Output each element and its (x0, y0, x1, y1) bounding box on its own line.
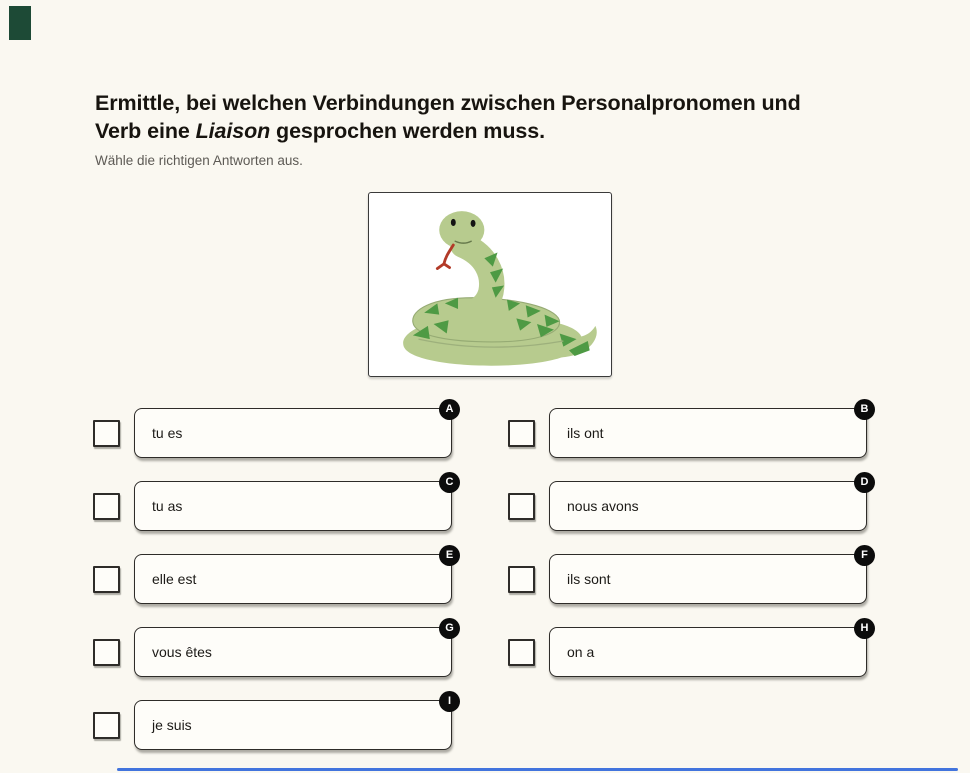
option-row-g (93, 622, 454, 677)
option-h-badge: H (854, 618, 875, 639)
option-c-answer[interactable] (134, 476, 454, 531)
option-f-answer[interactable] (549, 549, 868, 604)
option-i-badge: I (439, 691, 460, 712)
illustration-card (368, 192, 612, 377)
option-d-answer[interactable] (549, 476, 869, 531)
option-row-f (508, 549, 868, 604)
task-instruction: Wähle die richtigen Antworten aus. (95, 153, 303, 168)
option-row-h (508, 622, 869, 677)
option-c-badge: C (439, 472, 460, 493)
task-title-line1: Ermittle, bei welchen Verbindungen zwischen Personalpronomen und (95, 91, 801, 115)
option-g-answer[interactable] (134, 622, 454, 677)
option-e-answer[interactable] (134, 549, 454, 604)
option-d-badge: D (854, 472, 875, 493)
option-row-e (93, 549, 454, 604)
option-e-checkbox[interactable] (93, 566, 120, 593)
option-a-answer[interactable] (134, 403, 454, 458)
option-g-label: vous êtes (152, 644, 212, 660)
player-logo-square (9, 6, 31, 40)
task-title (95, 89, 895, 145)
snake-illustration (374, 198, 606, 372)
option-e-badge: E (439, 545, 460, 566)
option-a-checkbox[interactable] (93, 420, 120, 447)
option-d-checkbox[interactable] (508, 493, 535, 520)
option-h-answer[interactable] (549, 622, 869, 677)
option-i-label: je suis (152, 717, 192, 733)
option-f-badge: F (854, 545, 875, 566)
option-c-checkbox[interactable] (93, 493, 120, 520)
option-a-label: tu es (152, 425, 183, 441)
option-row-c (93, 476, 454, 531)
option-row-b (508, 403, 869, 458)
option-row-d (508, 476, 869, 531)
option-h-checkbox[interactable] (508, 639, 535, 666)
option-a-badge: A (439, 399, 460, 420)
option-e-label: elle est (152, 571, 197, 587)
option-d-label: nous avons (567, 498, 639, 514)
option-g-badge: G (439, 618, 460, 639)
option-b-answer[interactable] (549, 403, 869, 458)
option-c-label: tu as (152, 498, 183, 514)
option-f-label: ils sont (567, 571, 611, 587)
video-progress-bar[interactable] (117, 768, 958, 771)
option-g-checkbox[interactable] (93, 639, 120, 666)
option-h-label: on a (567, 644, 595, 660)
option-i-answer[interactable] (134, 695, 452, 750)
option-i-checkbox[interactable] (93, 712, 120, 739)
option-f-checkbox[interactable] (508, 566, 535, 593)
task-title-line2: Verb eine Liaison gesprochen werden muss. (95, 119, 545, 143)
option-row-i (93, 695, 452, 750)
option-row-a (93, 403, 454, 458)
option-b-badge: B (854, 399, 875, 420)
option-b-label: ils ont (567, 425, 604, 441)
liaison-italic: Liaison (195, 119, 271, 143)
option-b-checkbox[interactable] (508, 420, 535, 447)
